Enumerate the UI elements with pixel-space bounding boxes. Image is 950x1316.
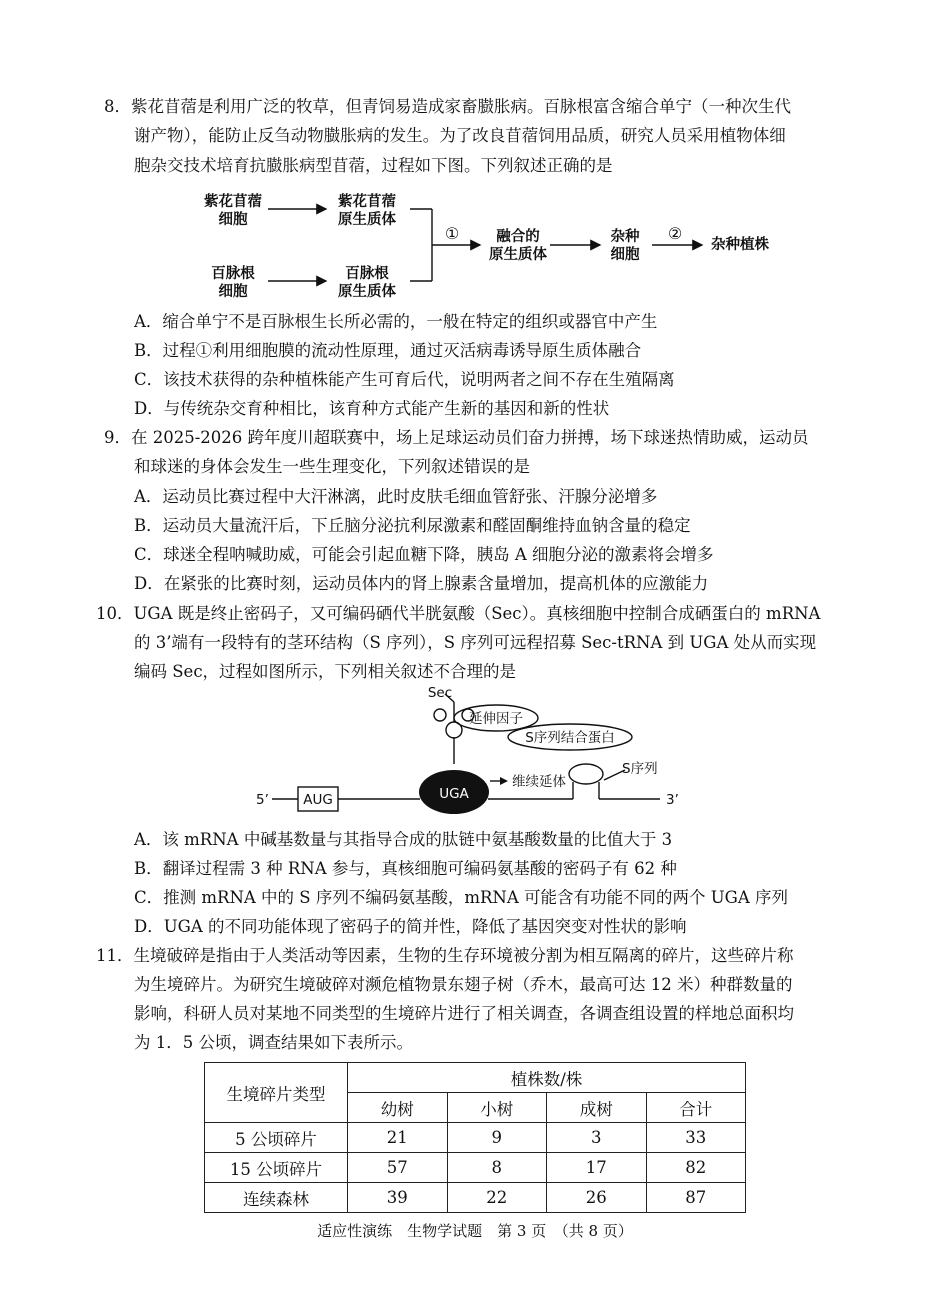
uga-label: UGA — [439, 786, 469, 802]
header-plant-count: 植株数/株 — [348, 1063, 746, 1093]
q9-line-1: 9．在 2025-2026 跨年度川超联赛中，场上足球运动员们奋力拼搏，场下球迷热情助威，运动员 — [104, 428, 809, 447]
q9-option-d: D．在紧张的比赛时刻，运动员体内的肾上腺素含量增加，提高机体的应激能力 — [134, 574, 709, 593]
continue-label: 维续延体 — [512, 774, 566, 790]
q8-line-3: 胞杂交技术培育抗臌胀病型苜蓿，过程如下图。下列叙述正确的是 — [134, 156, 613, 175]
q8-option-c: C．该技术获得的杂种植株能产生可育后代，说明两者之间不存在生殖隔离 — [134, 370, 675, 389]
proto-b-line1: 百脉根 — [345, 266, 389, 282]
table-cell: 21 — [348, 1123, 448, 1153]
q9-option-a: A．运动员比赛过程中大汗淋漓，此时皮肤毛细血管舒张、汗腺分泌增多 — [134, 487, 658, 506]
protoplast-fusion-diagram — [190, 186, 790, 304]
proto-a-line1: 紫花苜蓿 — [338, 194, 396, 210]
proto-a-line2: 原生质体 — [338, 212, 396, 228]
table-row — [205, 1183, 746, 1213]
subheader-cell: 幼树 — [348, 1093, 448, 1123]
three-prime-label: 3’ — [666, 792, 679, 808]
sec-label: Sec — [427, 685, 453, 701]
elongation-factor-label: 延伸因子 — [469, 711, 523, 727]
q11-line-3: 影响，科研人员对某地不同类型的生境碎片进行了相关调查，各调查组设置的样地总面积均 — [134, 1004, 794, 1023]
table-cell: 39 — [348, 1183, 448, 1213]
row-label: 15 公顷碎片 — [205, 1153, 348, 1183]
q11-line-1: 11．生境破碎是指由于人类活动等因素，生物的生存环境被分割为相互隔离的碎片，这些碎片称 — [96, 946, 794, 965]
q9-option-c: C．球迷全程呐喊助威，可能会引起血糖下降，胰岛 A 细胞分泌的激素将会增多 — [134, 545, 714, 564]
q10-option-d: D．UGA 的不同功能体现了密码子的简并性，降低了基因突变对性状的影响 — [134, 917, 687, 936]
table-cell: 22 — [447, 1183, 547, 1213]
header-fragment-type: 生境碎片类型 — [205, 1063, 348, 1123]
table-cell: 26 — [547, 1183, 647, 1213]
hybrid-line2: 细胞 — [610, 247, 640, 263]
table-cell: 57 — [348, 1153, 448, 1183]
page-footer: 适应性演练 生物学试题 第 3 页 （共 8 页） — [317, 1222, 633, 1240]
q11-line-4: 为 1．5 公顷，调查结果如下表所示。 — [134, 1033, 413, 1052]
aug-label: AUG — [303, 792, 333, 808]
table-row — [205, 1153, 746, 1183]
q10-line-2: 的 3’端有一段特有的茎环结构（S 序列），S 序列可远程招募 Sec-tRNA 到 UGA 处从而实现 — [134, 633, 817, 652]
q9-line-2: 和球迷的身体会发生一些生理变化，下列叙述错误的是 — [134, 457, 530, 476]
table-cell: 8 — [447, 1153, 547, 1183]
q8-line-1: 8．紫花苜蓿是利用广泛的牧草，但青饲易造成家畜臌胀病。百脉根富含缩合单宁（一种次生代 — [104, 97, 791, 116]
s-binding-protein-label: S序列结合蛋白 — [525, 730, 615, 746]
row-label: 连续森林 — [205, 1183, 348, 1213]
cell-b-line1: 百脉根 — [211, 266, 255, 282]
step1-label: ① — [444, 224, 460, 243]
q11-line-2: 为生境碎片。为研究生境破碎对濒危植物景东翅子树（乔木，最高可达 12 米）种群数量的 — [134, 975, 793, 994]
subheader-cell: 合计 — [646, 1093, 746, 1123]
fused-line1: 融合的 — [496, 229, 540, 245]
s-sequence-label: S序列 — [622, 761, 658, 777]
five-prime-label: 5’ — [256, 792, 269, 808]
table-cell: 87 — [646, 1183, 746, 1213]
table-header-row — [205, 1063, 746, 1093]
q8-option-a: A．缩合单宁不是百脉根生长所必需的，一般在特定的组织或器官中产生 — [134, 312, 658, 331]
q9-option-b: B．运动员大量流汗后，下丘脑分泌抗利尿激素和醛固酮维持血钠含量的稳定 — [134, 516, 691, 535]
q10-line-1: 10．UGA 既是终止密码子，又可编码硒代半胱氨酸（Sec）。真核细胞中控制合成硒蛋白的 mRNA — [96, 604, 821, 623]
hybrid-plant: 杂种植株 — [711, 237, 769, 253]
q10-option-c: C．推测 mRNA 中的 S 序列不编码氨基酸，mRNA 可能含有功能不同的两个 UGA 序列 — [134, 888, 788, 907]
table-cell: 82 — [646, 1153, 746, 1183]
q8-option-d: D．与传统杂交育种相比，该育种方式能产生新的基因和新的性状 — [134, 399, 610, 418]
q10-option-a: A．该 mRNA 中碱基数量与其指导合成的肽链中氨基酸数量的比值大于 3 — [134, 830, 673, 849]
cell-a-line1: 紫花苜蓿 — [204, 194, 262, 210]
q10-line-3: 编码 Sec，过程如图所示，下列相关叙述不合理的是 — [134, 662, 517, 681]
fused-line2: 原生质体 — [489, 247, 547, 263]
table-row — [205, 1123, 746, 1153]
habitat-fragment-table — [204, 1062, 746, 1213]
cell-b-line2: 细胞 — [218, 284, 248, 300]
cell-a-line2: 细胞 — [218, 212, 248, 228]
subheader-cell: 小树 — [447, 1093, 547, 1123]
row-label: 5 公顷碎片 — [205, 1123, 348, 1153]
table-cell: 33 — [646, 1123, 746, 1153]
hybrid-line1: 杂种 — [610, 229, 640, 245]
proto-b-line2: 原生质体 — [338, 284, 396, 300]
q8-line-2: 谢产物），能防止反刍动物臌胀病的发生。为了改良苜蓿饲用品质，研究人员采用植物体细 — [134, 126, 786, 145]
table-cell: 9 — [447, 1123, 547, 1153]
table-cell: 17 — [547, 1153, 647, 1183]
q8-option-b: B．过程①利用细胞膜的流动性原理，通过灭活病毒诱导原生质体融合 — [134, 341, 642, 360]
q10-option-b: B．翻译过程需 3 种 RNA 参与，真核细胞可编码氨基酸的密码子有 62 种 — [134, 859, 677, 878]
step2-label: ② — [667, 224, 683, 243]
sec-translation-diagram — [250, 682, 690, 822]
table-cell: 3 — [547, 1123, 647, 1153]
subheader-cell: 成树 — [547, 1093, 647, 1123]
